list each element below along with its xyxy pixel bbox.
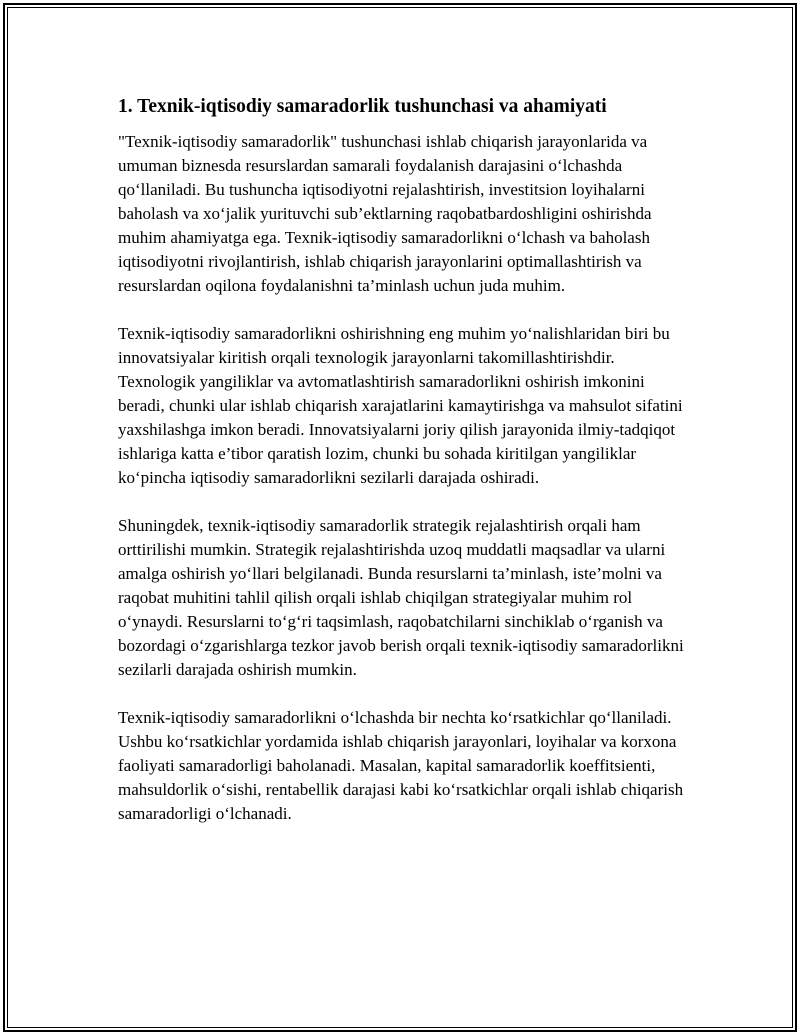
paragraph-4: Texnik-iqtisodiy samaradorlikni o‘lchashda bir nechta ko‘rsatkichlar qo‘llaniladi. Ushbu ko‘rsatkichlar yordamida ishlab chiqarish jarayonlari, loyihalar va korxona faoliyati samaradorligi baholanadi. Masalan, kapital samaradorlik koeffitsienti, mahsuldorlik o‘sishi, rentabellik darajasi kabi ko‘rsatkichlar orqali ishlab chiqarish samaradorligi o‘lchanadi.	[118, 708, 684, 823]
paragraph-2: Texnik-iqtisodiy samaradorlikni oshirishning eng muhim yo‘nalishlaridan biri bu innovatsiyalar kiritish orqali texnologik jarayonlarni takomillashtirishdir. Texnologik yangiliklar va avtomatlashtirish samaradorlikni oshirish imkonini beradi, chunki ular ishlab chiqarish xarajatlarini kamaytirishga va mahsulot sifatini yaxshilashga imkon beradi. Innovatsiyalarni joriy qilish jarayonida ilmiy-tadqiqot ishlariga katta e’tibor qaratish lozim, chunki bu sohada kiritilgan yangiliklar ko‘pincha iqtisodiy samaradorlikni sezilarli darajada oshiradi.	[118, 324, 683, 487]
section-heading: 1. Texnik-iqtisodiy samaradorlik tushunchasi va ahamiyati	[118, 96, 607, 117]
paragraph-3: Shuningdek, texnik-iqtisodiy samaradorlik strategik rejalashtirish orqali ham orttirilishi mumkin. Strategik rejalashtirishda uzoq muddatli maqsadlar va ularni amalga oshirish yo‘llari belgilanadi. Bunda resurslarni ta’minlash, iste’molni va raqobat muhitini tahlil qilish orqali ishlab chiqilgan strategiyalar muhim rol o‘ynaydi. Resurslarni to‘g‘ri taqsimlash, raqobatchilarni sinchiklab o‘rganish va bozordagi o‘zgarishlarga tezkor javob berish orqali texnik-iqtisodiy samaradorlikni sezilarli darajada oshirish mumkin.	[118, 516, 684, 679]
document-body	[118, 94, 693, 850]
paragraph-1: "Texnik-iqtisodiy samaradorlik" tushunchasi ishlab chiqarish jarayonlarida va umuman biznesda resurslardan samarali foydalanish darajasini o‘lchashda qo‘llaniladi. Bu tushuncha iqtisodiyotni rejalashtirish, investitsion loyihalarni baholash va xo‘jalik yurituvchi sub’ektlarning raqobatbardoshligini oshirishda muhim ahamiyatga ega. Texnik-iqtisodiy samaradorlikni o‘lchash va baholash iqtisodiyotni rivojlantirish, ishlab chiqarish jarayonlarini optimallashtirish va resurslardan oqilona foydalanishni ta’minlash uchun juda muhim.	[118, 132, 652, 295]
